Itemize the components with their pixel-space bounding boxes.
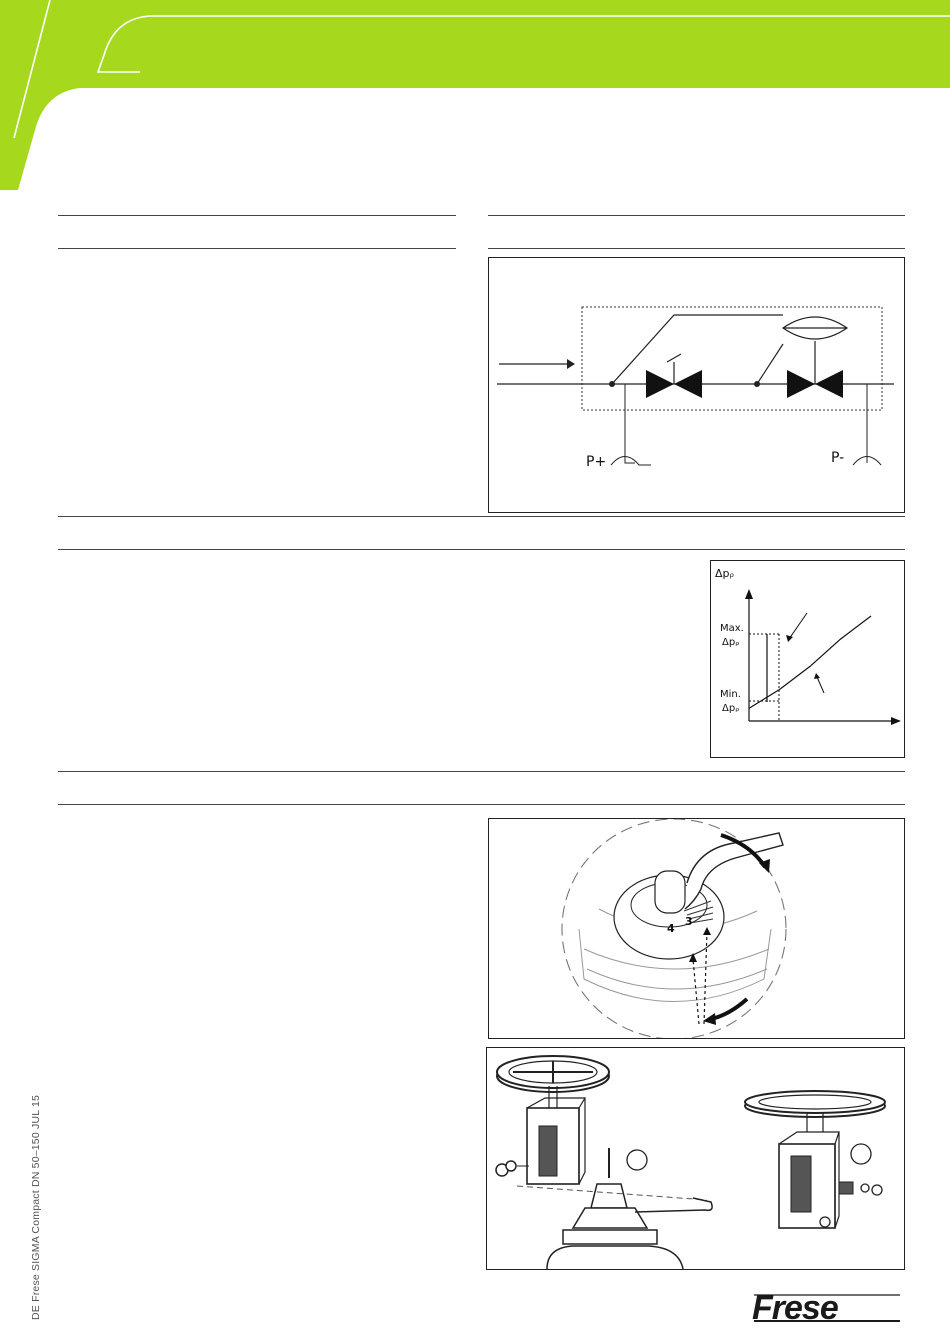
pointer-arrow-2 (817, 677, 824, 693)
dp-chart-figure (710, 560, 905, 758)
pointer-arrow-1 (789, 613, 807, 639)
spindle (655, 871, 685, 913)
p-minus-label: P- (831, 450, 845, 466)
setting-dial-figure (488, 818, 905, 1039)
diaphragm-icon (783, 317, 847, 339)
rule-full-4 (58, 549, 905, 550)
valve-schematic-figure (488, 257, 905, 513)
rule-right-1 (488, 215, 905, 216)
min-label-line2: Δpᵨ (722, 703, 740, 714)
header-band (0, 0, 950, 200)
rule-right-2 (488, 248, 905, 249)
p-plus-tap (625, 384, 635, 463)
dial-number-4: 4 (667, 922, 675, 935)
frese-logo (752, 1290, 904, 1326)
dashed-pointer-1 (693, 959, 699, 1024)
max-label-line1: Max. (720, 623, 744, 634)
step-marker-b (851, 1144, 871, 1164)
chart-y-axis-label: Δpᵨ (715, 567, 735, 580)
capillary-tube (635, 1198, 712, 1212)
flow-arrowhead (567, 359, 575, 369)
min-label-line1: Min. (720, 689, 741, 700)
step-marker-a (627, 1150, 647, 1170)
sense-line-mid (757, 344, 783, 384)
p-plus-label: P+ (586, 454, 607, 470)
svg-text:Frese: Frese (752, 1290, 838, 1326)
rule-full-6 (58, 804, 905, 805)
header-green-shape (0, 0, 950, 190)
rule-left-1 (58, 215, 456, 216)
rule-full-5 (58, 771, 905, 772)
rule-full-3 (58, 516, 905, 517)
assembly-figure (486, 1047, 905, 1270)
valve-body-left (591, 1184, 627, 1208)
x-axis-arrowhead (891, 717, 901, 725)
max-label-line2: Δpᵨ (722, 637, 740, 648)
y-axis-arrowhead (745, 589, 753, 599)
rule-left-2 (58, 248, 456, 249)
rotate-arrow-bottom (711, 999, 747, 1019)
dial-number-3: 3 (685, 915, 693, 928)
document-id: DE Frese SIGMA Compact DN 50–150 JUL 15 (30, 1094, 42, 1320)
